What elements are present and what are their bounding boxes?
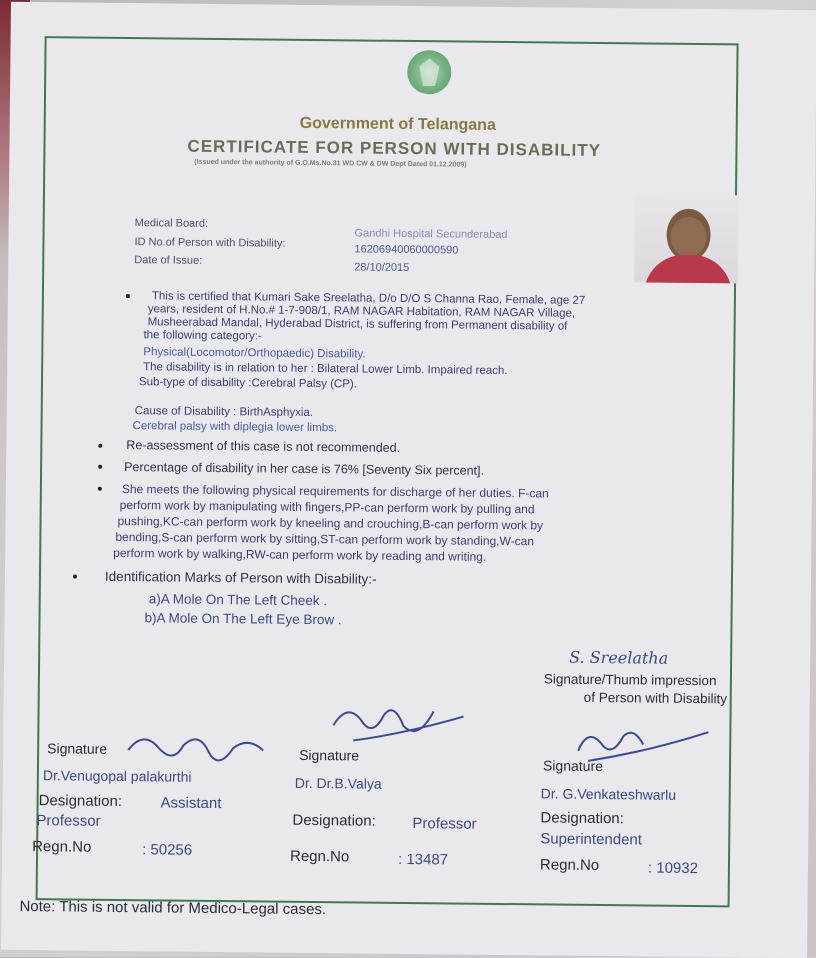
reassessment-text: Re-assessment of this case is not recommended.	[126, 438, 401, 455]
cert-line: Musheerabad Mandal, Hyderabad District, is suffering from Permanent disability of	[147, 316, 568, 333]
doctor2-designation-label: Designation:	[292, 811, 376, 830]
doctor3-designation-label: Designation:	[540, 809, 624, 828]
doctor1-regn-value: : 50256	[142, 841, 193, 859]
issued-under-text: (Issued under the authority of G.O.Ms.No.31 WD CW & DW Dept Dated 01.12.2009)	[194, 158, 467, 169]
medical-board-label: Medical Board:	[134, 217, 209, 230]
doctor1-signature-mark	[123, 725, 283, 767]
date-value: 28/10/2015	[354, 261, 410, 274]
doctor2-name: Dr. Dr.B.Valya	[294, 774, 382, 792]
bullet	[98, 444, 102, 448]
bullet	[98, 465, 102, 469]
doctor1-designation-label: Designation:	[38, 792, 123, 811]
requirements-line: perform work by manipulating with fingers,PP-can perform work by pulling and	[119, 497, 535, 517]
person-signature-scribble: S. Sreelatha	[569, 647, 669, 668]
percentage-text: Percentage of disability in her case is 76% [Seventy Six percent].	[124, 460, 485, 478]
cert-line: the following category:-	[143, 329, 262, 343]
id-marks-title: Identification Marks of Person with Disability:-	[104, 568, 377, 587]
validity-note: Note: This is not valid for Medico-Legal cases.	[19, 897, 327, 919]
doctor1-name: Dr.Venugopal palakurthi	[42, 767, 192, 785]
medical-board-value: Gandhi Hospital Secunderabad	[354, 227, 508, 242]
doctor2-designation: Professor	[412, 815, 477, 833]
cause-line: Cerebral palsy with diplegia lower limbs.	[132, 420, 338, 435]
person-photo	[634, 194, 739, 283]
requirements-line: She meets the following physical requirements for discharge of her duties. F-can	[121, 481, 549, 501]
doctor3-name: Dr. G.Venkateshwarlu	[540, 785, 677, 803]
cert-line: years, resident of H.No.# 1-7-908/1, RAM NAGAR Habitation, RAM NAGAR Village,	[147, 303, 576, 320]
cert-line: The disability is in relation to her : Bilateral Lower Limb. Impaired reach.	[143, 361, 508, 378]
bullet	[73, 574, 77, 578]
bullet	[126, 294, 130, 298]
government-name: Government of Telangana	[299, 114, 496, 134]
doctor2-signature-label: Signature	[299, 746, 360, 764]
cert-line: Sub-type of disability :Cerebral Palsy (CP).	[138, 376, 358, 391]
bullet	[98, 487, 102, 491]
id-value: 16206940060000590	[354, 243, 459, 257]
certificate-sheet	[1, 2, 816, 958]
id-label: ID No.of Person with Disability:	[134, 236, 286, 250]
doctor2-regn-value: : 13487	[397, 850, 449, 869]
id-mark: a)A Mole On The Left Cheek .	[148, 591, 328, 609]
doctor3-regn-value: : 10932	[647, 859, 699, 878]
doctor3-signature-label: Signature	[542, 757, 604, 775]
requirements-line: bending,S-can perform work by sitting,ST-can perform work by standing,W-can	[115, 529, 535, 549]
requirements-line: perform work by walking,RW-can perform work by reading and writing.	[113, 545, 487, 564]
requirements-line: pushing,KC-can perform work by kneeling and crouching,B-can perform work by	[117, 513, 544, 533]
id-mark: b)A Mole On The Left Eye Brow .	[144, 610, 342, 628]
certificate-title: CERTIFICATE FOR PERSON WITH DISABILITY	[187, 136, 602, 160]
doctor2-regn-label: Regn.No	[289, 847, 350, 866]
doctor2-signature-mark	[323, 695, 474, 752]
cert-line: This is certified that Kumari Sake Sreelatha, D/o D/O S Channa Rao, Female, age 27	[151, 290, 586, 307]
doctor1-designation: Assistant	[160, 794, 222, 813]
doctor3-regn-label: Regn.No	[539, 856, 600, 875]
government-emblem-icon	[407, 50, 451, 94]
person-signature-label: Signature/Thumb impression	[543, 671, 717, 689]
person-signature-label: of Person with Disability	[583, 689, 728, 707]
date-label: Date of Issue:	[134, 254, 203, 267]
cert-line: Physical(Locomotor/Orthopaedic) Disability.	[143, 346, 366, 361]
doctor1-regn-label: Regn.No	[32, 838, 92, 856]
doctor1-designation-cont: Professor	[36, 812, 101, 830]
doctor3-designation: Superintendent	[540, 830, 643, 849]
doctor1-signature-label: Signature	[47, 740, 108, 757]
cause-line: Cause of Disability : BirthAsphyxia.	[134, 405, 314, 419]
